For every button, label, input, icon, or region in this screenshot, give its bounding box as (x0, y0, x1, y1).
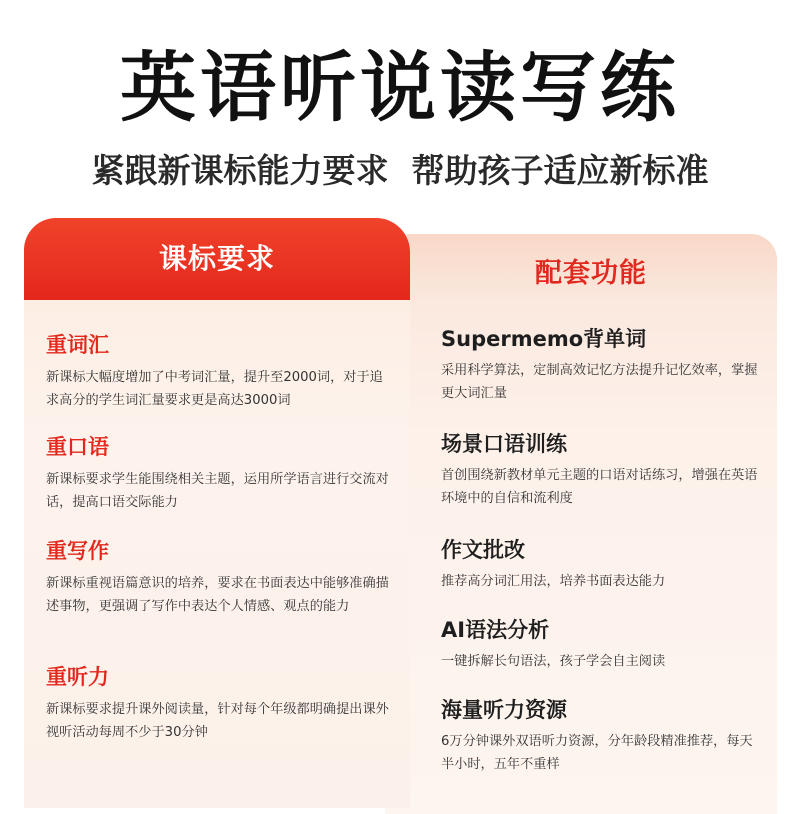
feature-heading: 场景口语训练 (441, 432, 567, 456)
requirement-text: 新课标要求学生能围绕相关主题，运用所学语言进行交流对话，提高口语交际能力 (46, 472, 389, 510)
requirement-heading: 重听力 (46, 665, 109, 689)
feature-heading: Supermemo背单词 (441, 327, 647, 351)
feature-heading: 海量听力资源 (441, 698, 567, 722)
requirement-text: 新课标要求提升课外阅读量，针对每个年级都明确提出课外视听活动每周不少于30分钟 (46, 702, 389, 740)
requirement-item-speaking (46, 432, 396, 514)
requirement-item-writing (46, 536, 396, 618)
requirements-panel-header (24, 218, 410, 300)
requirement-item-listening (46, 662, 396, 744)
features-panel-header (385, 234, 777, 306)
requirement-heading: 重写作 (46, 539, 109, 563)
feature-heading: AI语法分析 (441, 618, 550, 642)
requirement-text: 新课标重视语篇意识的培养，要求在书面表达中能够准确描述事物，更强调了写作中表达个人情感、观点的能力 (46, 576, 389, 614)
feature-item-essay-correction (441, 535, 761, 593)
requirement-heading: 重口语 (46, 435, 109, 459)
feature-item-ai-grammar (441, 615, 761, 673)
features-panel-title: 配套功能 (535, 257, 647, 289)
requirement-heading: 重词汇 (46, 333, 109, 357)
feature-text: 首创围绕新教材单元主题的口语对话练习，增强在英语环境中的自信和流利度 (441, 468, 758, 506)
requirement-item-vocabulary (46, 330, 396, 412)
page-subtitle: 紧跟新课标能力要求 帮助孩子适应新标准 (91, 151, 709, 190)
requirement-text: 新课标大幅度增加了中考词汇量，提升至2000词，对于追求高分的学生词汇量要求更是高达3000词 (46, 370, 383, 408)
page-title: 英语听说读写练 (120, 43, 680, 132)
feature-item-listening-resources (441, 695, 761, 776)
feature-item-supermemo (441, 324, 761, 405)
feature-text: 推荐高分词汇用法，培养书面表达能力 (441, 574, 666, 589)
feature-heading: 作文批改 (441, 538, 525, 562)
feature-text: 6万分钟课外双语听力资源，分年龄段精准推荐，每天半小时，五年不重样 (441, 734, 753, 772)
requirements-panel-title: 课标要求 (158, 242, 275, 275)
feature-text: 一键拆解长句语法，孩子学会自主阅读 (441, 654, 666, 669)
feature-text: 采用科学算法，定制高效记忆方法提升记忆效率，掌握更大词汇量 (441, 363, 758, 401)
feature-item-speaking-practice (441, 429, 761, 510)
